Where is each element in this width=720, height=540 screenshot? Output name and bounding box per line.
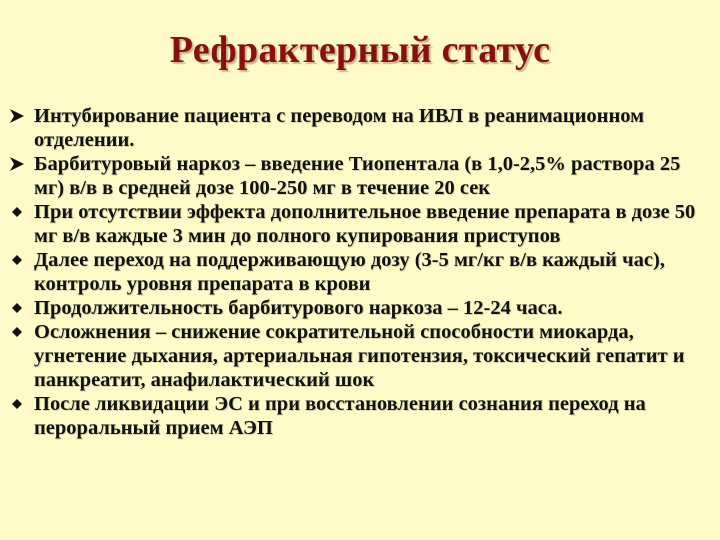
list-item bbox=[6, 296, 712, 320]
list-item-text: Интубирование пациента с переводом на ИВЛ в реанимационном отделении. bbox=[34, 105, 645, 151]
diamond-bullet-icon bbox=[6, 320, 28, 344]
list-item-text: Барбитуровый наркоз – введение Тиопентала (в 1,0-2,5% раствора 25 мг) в/в в средней дозе 100-250 мг в течение 20 сек bbox=[34, 153, 681, 199]
list-item bbox=[6, 104, 712, 152]
arrowhead-bullet-icon bbox=[6, 152, 28, 176]
list-item-text: Далее переход на поддерживающую дозу (3-5 мг/кг в/в каждый час), контроль уровня препарата в крови bbox=[34, 249, 665, 295]
list-item bbox=[6, 320, 712, 392]
bullet-list bbox=[6, 104, 712, 440]
diamond-bullet-icon bbox=[6, 248, 28, 272]
slide-title: Рефрактерный статус bbox=[169, 29, 551, 71]
list-item-text: Осложнения – снижение сократительной способности миокарда, угнетение дыхания, артериальная гипотензия, токсический гепатит и панкреатит, анафилактический шок bbox=[34, 321, 685, 391]
list-item-text: После ликвидации ЭС и при восстановлении сознания переход на пероральный прием АЭП bbox=[34, 393, 646, 439]
list-item bbox=[6, 248, 712, 296]
arrowhead-bullet-icon bbox=[6, 104, 28, 128]
list-item-text: Продолжительность барбитурового наркоза – 12-24 часа. bbox=[34, 297, 563, 319]
list-item bbox=[6, 152, 712, 200]
diamond-bullet-icon bbox=[6, 392, 28, 416]
list-item-text: При отсутствии эффекта дополнительное введение препарата в дозе 50 мг в/в каждые 3 мин до полного купирования приступов bbox=[34, 201, 696, 247]
list-item bbox=[6, 200, 712, 248]
list-item bbox=[6, 392, 712, 440]
diamond-bullet-icon bbox=[6, 296, 28, 320]
diamond-bullet-icon bbox=[6, 200, 28, 224]
